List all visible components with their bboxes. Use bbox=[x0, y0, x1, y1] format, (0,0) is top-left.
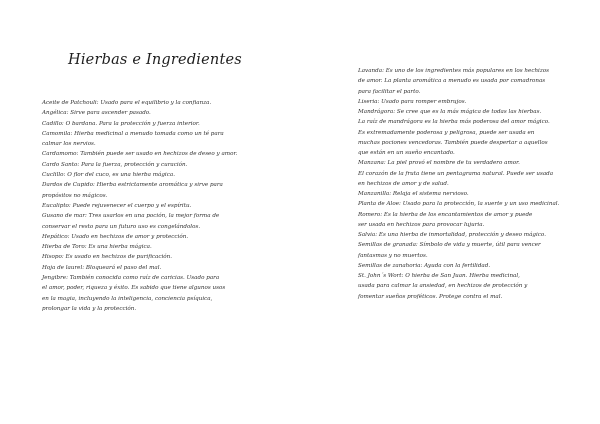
text-line: Angélica: Sirve para ascender pasado. bbox=[42, 110, 151, 117]
text-line: Gusano de mar: Tres usarlos en una poción, la mejor forma de bbox=[42, 213, 220, 220]
text-line: Cuclillo: O flor del cuco, es una hierba mágica. bbox=[42, 172, 175, 179]
text-line: Manzanilla: Relaja el sistema nervioso. bbox=[358, 191, 469, 197]
text-line: para facilitar el parto. bbox=[358, 88, 421, 95]
text-line: Manzana: La piel provó el nombre de tu verdadero amor. bbox=[358, 160, 520, 167]
text-line: Liseria: Usado para romper embrujos. bbox=[358, 98, 467, 105]
text-line: Salvia: Es una hierba de inmortalidad, protección y deseo mágico. bbox=[358, 232, 546, 238]
text-line: El corazón de la fruta tiene un pentagrama natural. Puede ser usada bbox=[358, 170, 554, 177]
text-line: Camomila: Hierba medicinal a menudo tomada como un té para bbox=[42, 130, 224, 137]
text-line: en hechizos de amor y de salud. bbox=[358, 180, 449, 187]
text-line: Jengibre: También conocida como raíz de caricias. Usado para bbox=[42, 275, 220, 282]
text-line: ser usada en hechizos para provocar lujuria. bbox=[358, 221, 485, 228]
text-line: Es extremadamente poderosa y peligrosa, puede ser usada en bbox=[358, 129, 535, 136]
text-line: en la magia, incluyendo la inteligencia, conciencia psíquica, bbox=[42, 295, 213, 302]
text-line: fantasmas y no muertos. bbox=[358, 252, 428, 259]
text-line: Hisopo: Es usado en hechizos de purificación. bbox=[42, 254, 173, 261]
right-page-text bbox=[358, 66, 596, 302]
text-line: Cardo Santo: Para la fuerza, protección y curación. bbox=[42, 161, 188, 168]
text-line: el amor, poder, riqueza y éxito. Es sabido que tiene algunos usos bbox=[42, 285, 226, 292]
text-line: Semillas de granada: Símbolo de vida y muerte, útil para vencer bbox=[358, 242, 541, 249]
text-line: Hoja de laurel: Bloqueará el paso del mal. bbox=[42, 264, 162, 271]
right-page bbox=[300, 0, 600, 424]
text-line: fomentar sueños proféticos. Protege contra el mal. bbox=[358, 293, 503, 300]
text-line: propósitos no mágicos. bbox=[42, 192, 108, 199]
text-line: Romero: Es la hierba de los encantamientos de amor y puede bbox=[358, 211, 533, 218]
text-line: calmar los nervios. bbox=[42, 141, 96, 148]
text-line: Cardamomo: También puede ser usado en hechizos de deseo y amor. bbox=[42, 151, 238, 158]
text-line: muchas pociones vencedoras. También puede despertar a aquellos bbox=[358, 139, 548, 146]
text-line: Planta de Aloe: Usado para la protección, la suerte y un uso medicinal. bbox=[358, 201, 560, 208]
text-line: Hepático: Usado en hechizos de amor y protección. bbox=[42, 233, 189, 240]
text-line: Hierba de Toro: Es una hierba mágica. bbox=[42, 244, 152, 251]
text-line: Aceite de Patchouli: Usado para el equilibrio y la confianza. bbox=[42, 100, 212, 106]
text-line: Mandrágora: Se cree que es la más mágica de todas las hierbas. bbox=[358, 109, 542, 115]
text-line: Eucalipto: Puede rejuvenecer el cuerpo y el espíritu. bbox=[42, 202, 192, 209]
text-line: conservar el resto para un futuro uso es congelándolos. bbox=[42, 223, 201, 230]
text-line: La raíz de mandrágora es la hierba más poderosa del amor mágico. bbox=[358, 119, 550, 126]
left-page-text bbox=[42, 98, 294, 314]
text-line: St. John´s Wort: O hierba de San Juan. Hierba medicinal, bbox=[358, 273, 520, 279]
text-line: de amor. La planta aromática a menudo es usada por comadronas bbox=[358, 78, 546, 85]
text-line: prolongar la vida y la protección. bbox=[42, 305, 137, 312]
text-line: Semillas de zanahoria: Ayuda con la fertilidad. bbox=[358, 262, 491, 269]
text-line: Lavanda: Es uno de los ingredientes más populares en los hechizos bbox=[358, 68, 550, 74]
text-line: usada para calmar la ansiedad, en hechizos de protección y bbox=[358, 283, 528, 290]
text-line: Cadillo: O bardana. Para la protección y fuerza interior. bbox=[42, 120, 200, 127]
text-line: Dardos de Cupido: Hierba estrictamente aromática y sirve para bbox=[42, 182, 223, 189]
text-line: que están en un sueño encantado. bbox=[358, 150, 455, 156]
page-title: Hierbas e Ingredientes bbox=[68, 52, 242, 68]
